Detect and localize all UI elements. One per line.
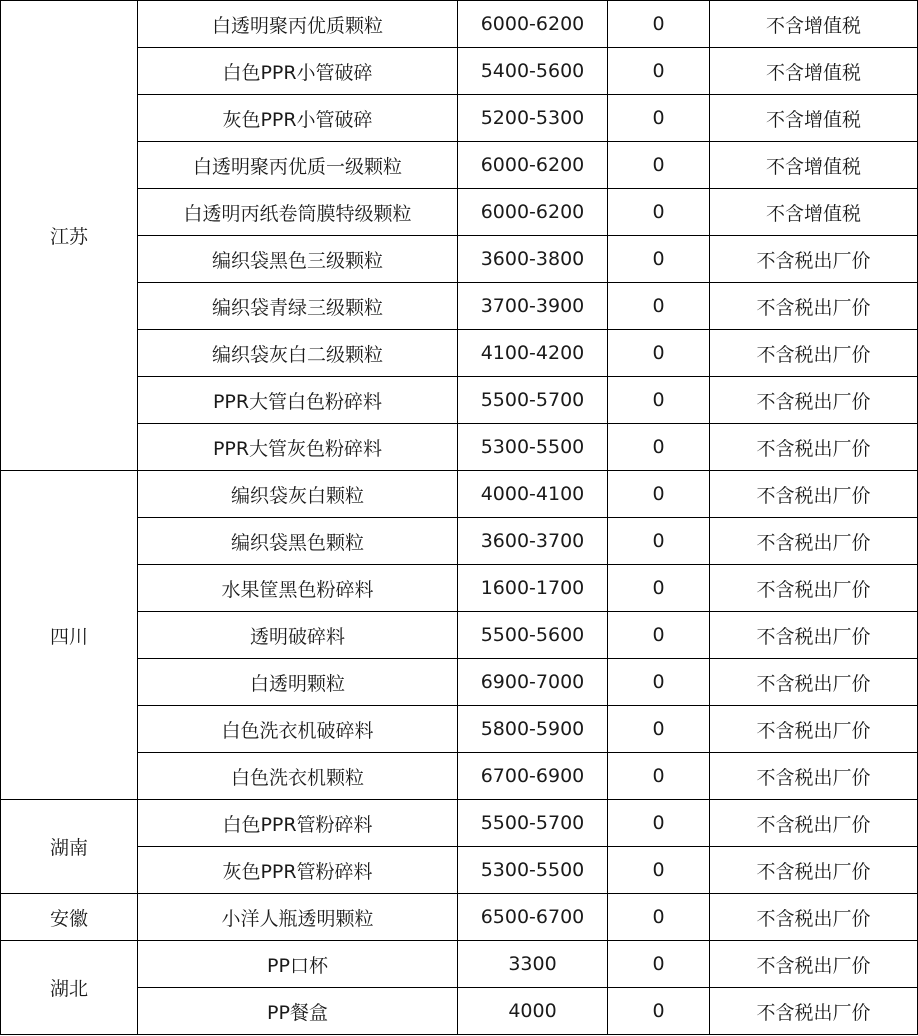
- product-cell: 灰色PPR小管破碎: [138, 95, 458, 142]
- price-cell: 6900-7000: [458, 659, 608, 706]
- price-cell: 4000: [458, 988, 608, 1035]
- product-cell: 灰色PPR管粉碎料: [138, 847, 458, 894]
- note-cell: 不含税出厂价: [710, 518, 918, 565]
- product-cell: 编织袋青绿三级颗粒: [138, 283, 458, 330]
- table-row: [1, 753, 918, 800]
- change-cell: 0: [608, 847, 710, 894]
- price-cell: 6500-6700: [458, 894, 608, 941]
- product-cell: 水果筐黑色粉碎料: [138, 565, 458, 612]
- table-row: [1, 95, 918, 142]
- product-cell: 白色洗衣机颗粒: [138, 753, 458, 800]
- price-cell: 5400-5600: [458, 48, 608, 95]
- region-cell: 江苏: [1, 1, 138, 471]
- product-cell: PPR大管白色粉碎料: [138, 377, 458, 424]
- price-cell: 4000-4100: [458, 471, 608, 518]
- change-cell: 0: [608, 565, 710, 612]
- note-cell: 不含增值税: [710, 48, 918, 95]
- note-cell: 不含增值税: [710, 142, 918, 189]
- change-cell: 0: [608, 330, 710, 377]
- note-cell: 不含税出厂价: [710, 612, 918, 659]
- table-row: [1, 941, 918, 988]
- note-cell: 不含税出厂价: [710, 330, 918, 377]
- product-cell: 白色洗衣机破碎料: [138, 706, 458, 753]
- note-cell: 不含税出厂价: [710, 424, 918, 471]
- product-cell: PP餐盒: [138, 988, 458, 1035]
- note-cell: 不含税出厂价: [710, 283, 918, 330]
- price-cell: 1600-1700: [458, 565, 608, 612]
- change-cell: 0: [608, 988, 710, 1035]
- note-cell: 不含税出厂价: [710, 894, 918, 941]
- change-cell: 0: [608, 142, 710, 189]
- change-cell: 0: [608, 189, 710, 236]
- product-cell: 白透明聚丙优质一级颗粒: [138, 142, 458, 189]
- table-row: [1, 377, 918, 424]
- table-row: [1, 189, 918, 236]
- change-cell: 0: [608, 706, 710, 753]
- price-cell: 6700-6900: [458, 753, 608, 800]
- price-cell: 4100-4200: [458, 330, 608, 377]
- note-cell: 不含税出厂价: [710, 753, 918, 800]
- change-cell: 0: [608, 518, 710, 565]
- price-cell: 3700-3900: [458, 283, 608, 330]
- price-cell: 5200-5300: [458, 95, 608, 142]
- region-cell: 安徽: [1, 894, 138, 941]
- change-cell: 0: [608, 612, 710, 659]
- product-cell: 编织袋黑色三级颗粒: [138, 236, 458, 283]
- table-row: [1, 659, 918, 706]
- region-cell: 湖南: [1, 800, 138, 894]
- price-cell: 5300-5500: [458, 424, 608, 471]
- product-cell: PP口杯: [138, 941, 458, 988]
- change-cell: 0: [608, 1, 710, 48]
- product-cell: 白透明颗粒: [138, 659, 458, 706]
- table-row: [1, 988, 918, 1035]
- product-cell: 编织袋黑色颗粒: [138, 518, 458, 565]
- table-row: [1, 847, 918, 894]
- region-cell: 湖北: [1, 941, 138, 1035]
- table-row: [1, 518, 918, 565]
- change-cell: 0: [608, 95, 710, 142]
- table-row: [1, 48, 918, 95]
- price-cell: 5500-5700: [458, 377, 608, 424]
- product-cell: 白色PPR小管破碎: [138, 48, 458, 95]
- note-cell: 不含税出厂价: [710, 659, 918, 706]
- table-row: [1, 330, 918, 377]
- table-row: [1, 424, 918, 471]
- table-row: [1, 142, 918, 189]
- product-cell: 透明破碎料: [138, 612, 458, 659]
- note-cell: 不含税出厂价: [710, 236, 918, 283]
- note-cell: 不含税出厂价: [710, 565, 918, 612]
- change-cell: 0: [608, 941, 710, 988]
- price-cell: 3600-3700: [458, 518, 608, 565]
- product-cell: 小洋人瓶透明颗粒: [138, 894, 458, 941]
- table-row: [1, 894, 918, 941]
- change-cell: 0: [608, 236, 710, 283]
- price-cell: 3600-3800: [458, 236, 608, 283]
- product-cell: 白透明聚丙优质颗粒: [138, 1, 458, 48]
- price-cell: 6000-6200: [458, 189, 608, 236]
- table-row: [1, 706, 918, 753]
- price-cell: 5800-5900: [458, 706, 608, 753]
- table-row: [1, 800, 918, 847]
- table-row: [1, 565, 918, 612]
- table-row: [1, 236, 918, 283]
- note-cell: 不含税出厂价: [710, 471, 918, 518]
- product-cell: 编织袋灰白二级颗粒: [138, 330, 458, 377]
- change-cell: 0: [608, 471, 710, 518]
- change-cell: 0: [608, 283, 710, 330]
- note-cell: 不含税出厂价: [710, 706, 918, 753]
- table-row: [1, 283, 918, 330]
- price-cell: 5500-5700: [458, 800, 608, 847]
- product-cell: 白透明丙纸卷筒膜特级颗粒: [138, 189, 458, 236]
- change-cell: 0: [608, 48, 710, 95]
- note-cell: 不含税出厂价: [710, 377, 918, 424]
- table-row: [1, 1, 918, 48]
- note-cell: 不含税出厂价: [710, 941, 918, 988]
- price-cell: 5300-5500: [458, 847, 608, 894]
- change-cell: 0: [608, 753, 710, 800]
- table-row: [1, 471, 918, 518]
- table-row: [1, 612, 918, 659]
- price-cell: 3300: [458, 941, 608, 988]
- note-cell: 不含税出厂价: [710, 800, 918, 847]
- price-cell: 6000-6200: [458, 1, 608, 48]
- price-cell: 6000-6200: [458, 142, 608, 189]
- note-cell: 不含增值税: [710, 189, 918, 236]
- price-cell: 5500-5600: [458, 612, 608, 659]
- note-cell: 不含增值税: [710, 95, 918, 142]
- product-cell: 编织袋灰白颗粒: [138, 471, 458, 518]
- product-cell: PPR大管灰色粉碎料: [138, 424, 458, 471]
- product-cell: 白色PPR管粉碎料: [138, 800, 458, 847]
- change-cell: 0: [608, 377, 710, 424]
- change-cell: 0: [608, 800, 710, 847]
- change-cell: 0: [608, 894, 710, 941]
- region-cell: 四川: [1, 471, 138, 800]
- price-table-body: [1, 1, 918, 1035]
- change-cell: 0: [608, 424, 710, 471]
- note-cell: 不含税出厂价: [710, 988, 918, 1035]
- change-cell: 0: [608, 659, 710, 706]
- note-cell: 不含税出厂价: [710, 847, 918, 894]
- note-cell: 不含增值税: [710, 1, 918, 48]
